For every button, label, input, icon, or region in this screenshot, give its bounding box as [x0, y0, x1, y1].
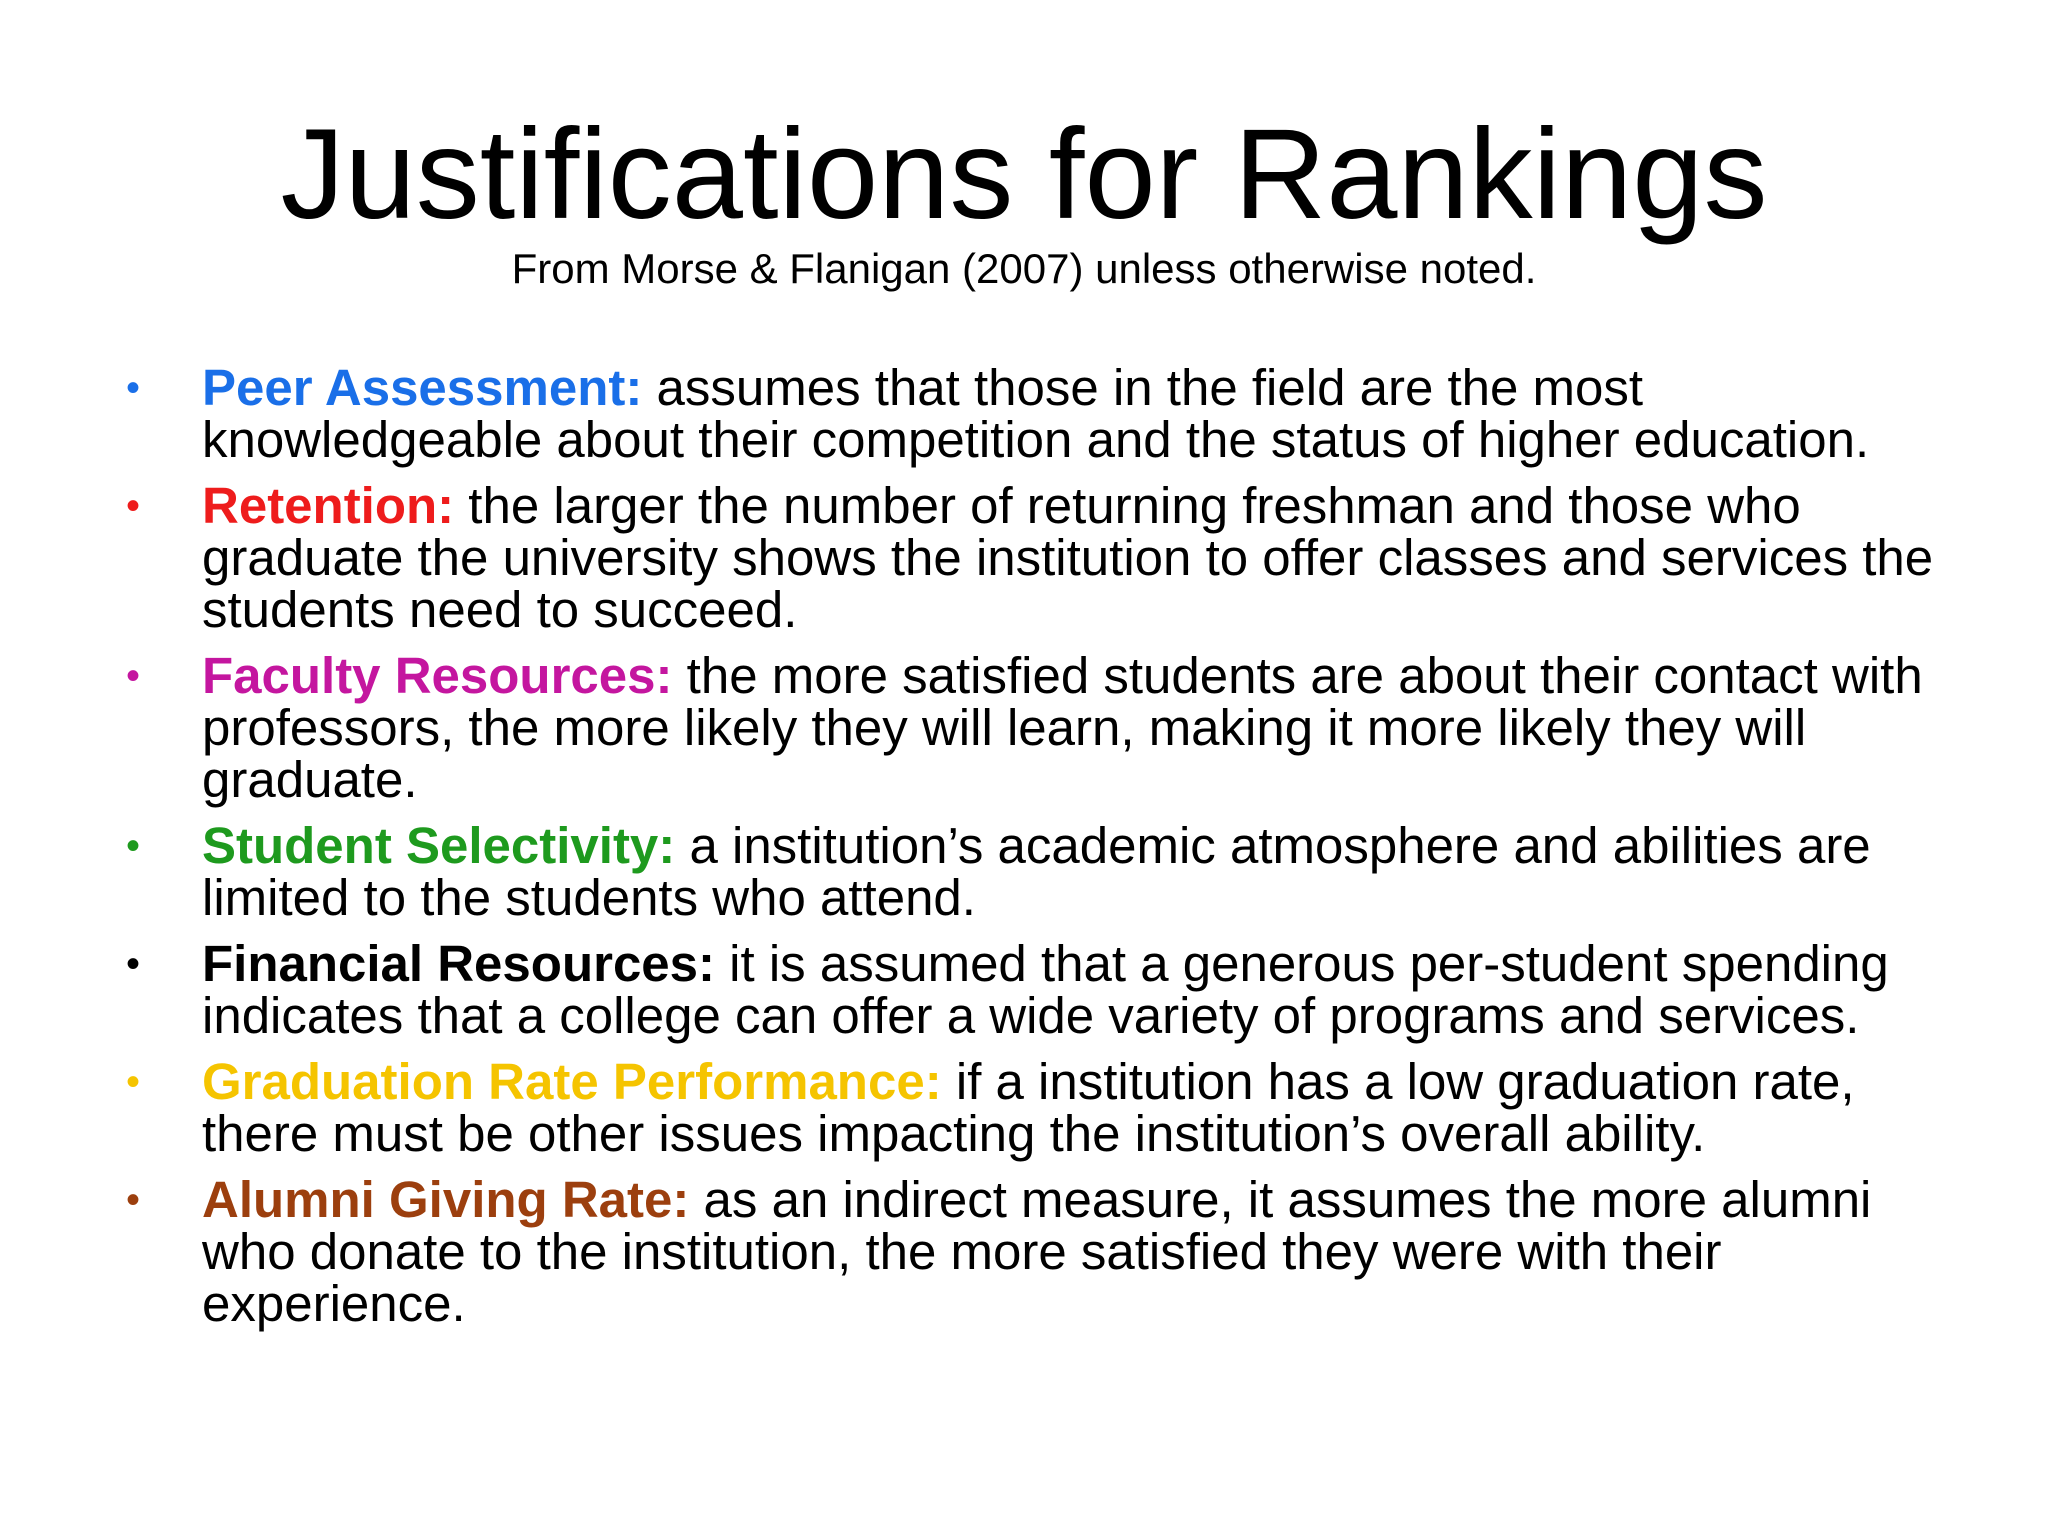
bullet-item-faculty-resources: [120, 647, 1960, 808]
bullet-icon: •: [126, 942, 141, 986]
bullet-icon: •: [126, 1060, 141, 1104]
bullet-term: Retention:: [202, 477, 455, 534]
bullet-item-alumni-giving-rate: [120, 1171, 1960, 1332]
bullet-term: Student Selectivity:: [202, 817, 676, 874]
bullet-list: [120, 359, 1960, 1344]
bullet-text: as an indirect measure, it assumes the more alumni who donate to the institution, the more satisfied they were with their experience.: [202, 1171, 1872, 1332]
bullet-icon: •: [126, 654, 141, 698]
bullet-item-retention: [120, 477, 1960, 638]
slide-title: Justifications for Rankings: [280, 103, 1768, 246]
bullet-icon: •: [126, 366, 141, 410]
bullet-term: Graduation Rate Performance:: [202, 1053, 942, 1110]
bullet-text: a institution’s academic atmosphere and abilities are limited to the students who attend.: [202, 817, 1871, 926]
bullet-icon: •: [126, 1178, 141, 1222]
bullet-item-graduation-rate-performance: [120, 1053, 1960, 1162]
bullet-text: the larger the number of returning freshman and those who graduate the university shows the institution to offer classes and services the students need to succeed.: [202, 477, 1934, 638]
bullet-term: Faculty Resources:: [202, 647, 673, 704]
bullet-item-peer-assessment: [120, 359, 1960, 468]
bullet-term: Financial Resources:: [202, 935, 716, 992]
bullet-icon: •: [126, 484, 141, 528]
bullet-text: assumes that those in the field are the most knowledgeable about their competition and the status of higher education.: [202, 359, 1870, 468]
bullet-text: it is assumed that a generous per-student spending indicates that a college can offer a wide variety of programs and services.: [202, 935, 1889, 1044]
bullet-text: if a institution has a low graduation rate, there must be other issues impacting the institution’s overall ability.: [202, 1053, 1855, 1162]
bullet-text: the more satisfied students are about their contact with professors, the more likely they will learn, making it more likely they will graduate.: [202, 647, 1923, 808]
bullet-item-financial-resources: [120, 935, 1960, 1044]
slide-subtitle: From Morse & Flanigan (2007) unless otherwise noted.: [511, 245, 1537, 292]
bullet-term: Alumni Giving Rate:: [202, 1171, 690, 1228]
bullet-icon: •: [126, 824, 141, 868]
bullet-item-student-selectivity: [120, 817, 1960, 926]
bullet-term: Peer Assessment:: [202, 359, 643, 416]
